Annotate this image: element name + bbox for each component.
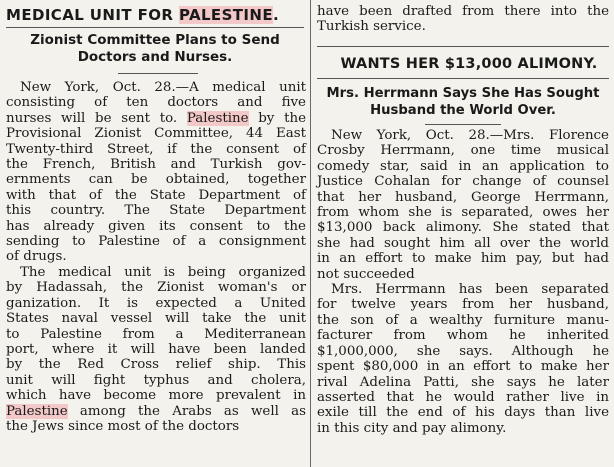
text-line: have been drafted from there into the	[317, 4, 609, 19]
headline-medical-unit	[6, 6, 306, 24]
text-line: sending to Palestine of a consignment	[6, 234, 306, 250]
column-divider	[310, 0, 311, 467]
text-line: has already given its consent to the	[6, 218, 306, 234]
text-line: unit will fight typhus and cholera,	[6, 372, 306, 388]
text-line: of drugs.	[6, 249, 67, 265]
subheadline-herrmann	[317, 85, 609, 119]
text-line: New York, Oct. 28.—A medical unit	[20, 80, 306, 95]
text-line: exile till the end of his days than live	[317, 405, 609, 421]
text-line: the French, British and Turkish gov-	[6, 157, 306, 173]
text-line: rival Adelina Patti, she says he later	[317, 374, 609, 390]
text-line: the son of a wealthy furniture manu-	[317, 312, 609, 328]
text-fragment: nurses will be sent to.	[6, 110, 187, 126]
text-line	[6, 111, 306, 126]
text-line: $1,000,000, she says. Although he	[317, 343, 609, 359]
headline-punct: .	[273, 6, 280, 24]
text-line: the Jews since most of the doctors	[6, 418, 240, 434]
headline-rule	[6, 27, 304, 28]
text-line	[6, 404, 306, 419]
headline-text: MEDICAL UNIT FOR	[6, 6, 179, 24]
text-line: port, where it will have been landed	[6, 341, 306, 357]
text-line: Mrs. Herrmann has been separated	[331, 282, 609, 298]
subhead-rule-right	[425, 124, 501, 125]
text-line: she had sought him all over the world	[317, 235, 609, 251]
text-line: to Palestine from a Mediterranean	[6, 326, 306, 342]
article-body-medical-unit	[6, 80, 306, 434]
right-column	[313, 0, 614, 467]
text-line: spent $80,000 in an effort to make her	[317, 359, 609, 375]
text-line: Crosby Herrmann, one time musical	[317, 143, 609, 159]
text-line: Turkish service.	[317, 19, 426, 35]
highlighted-word: PALESTINE	[178, 6, 273, 24]
text-line: comedy star, said in an application to	[317, 158, 609, 174]
subhead-line-2: Doctors and Nurses.	[77, 49, 233, 65]
highlighted-word: Palestine	[186, 110, 249, 126]
text-line: asserted that he would rather live in	[317, 389, 609, 405]
text-line: for twelve years from her husband,	[317, 297, 609, 313]
text-line: States naval vessel will take the unit	[6, 311, 306, 327]
text-line: in an effort to make him pay, but had	[317, 251, 609, 267]
text-line: New York, Oct. 28.—Mrs. Florence	[331, 128, 609, 143]
text-line: facturer from whom he inherited	[317, 328, 609, 344]
subhead-line-1: Zionist Committee Plans to Send	[30, 32, 280, 48]
text-line: ernments can be obtained, together	[6, 172, 306, 188]
text-line: by Hadassah, the Zionist woman's or	[6, 280, 306, 296]
text-line: which have become more prevalent in	[6, 388, 306, 404]
text-line: from whom she is separated, owes her	[317, 205, 609, 221]
text-line: with that of the State Department of	[6, 187, 306, 203]
text-line: Justice Cohalan for change of counsel	[317, 174, 609, 190]
headline-rule-right	[317, 78, 609, 79]
subhead-rule	[118, 73, 198, 74]
text-line: in this city and pay alimony.	[317, 420, 507, 436]
subheadline-zionist	[6, 32, 304, 66]
text-fragment: among the Arabs as well as	[67, 403, 306, 419]
text-line: ganization. It is expected a United	[6, 295, 306, 311]
text-line: The medical unit is being organized	[20, 264, 306, 280]
text-fragment: by the	[248, 110, 306, 126]
text-line: this country. The State Department	[6, 203, 306, 219]
headline-alimony: WANTS HER $13,000 ALIMONY.	[340, 56, 598, 72]
text-line: $13,000 back alimony. She stated that	[317, 220, 609, 236]
text-line: that her husband, George Herrmann,	[317, 189, 609, 205]
highlighted-word: Palestine	[6, 403, 68, 419]
text-line: consisting of ten doctors and five	[6, 95, 306, 111]
text-line: Provisional Zionist Committee, 44 East	[6, 126, 306, 142]
continued-text	[317, 4, 609, 35]
section-rule	[317, 46, 609, 47]
subhead-line-1: Mrs. Herrmann Says She Has Sought	[326, 86, 600, 101]
subhead-line-2: Husband the World Over.	[370, 103, 556, 118]
article-body-alimony	[317, 128, 609, 436]
text-line: not succeeded	[317, 266, 415, 282]
text-line: Twenty-third Street, if the consent of	[6, 141, 306, 157]
text-line: by the Red Cross relief ship. This	[6, 357, 306, 373]
